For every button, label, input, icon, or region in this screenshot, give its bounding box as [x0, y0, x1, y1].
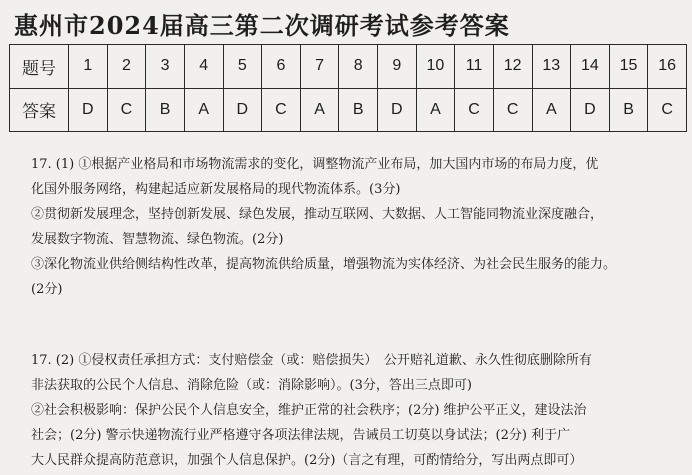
answer-line: 发展数字物流、智慧物流、绿色物流。(2分) [31, 232, 284, 247]
answer-line: 社会；(2分) 警示快递物流行业严格遵守各项法律法规，告诫员工切莫以身试法；(2分) 利于广 [31, 428, 571, 443]
answer-cell: A [300, 88, 339, 132]
question-number-cell: 9 [378, 45, 417, 89]
answer-cell: B [609, 88, 648, 132]
answer-cell: B [146, 88, 185, 132]
answer-17-2 [31, 348, 681, 473]
answer-table [9, 44, 687, 132]
question-number-cell: 1 [69, 45, 108, 89]
answer-line: ②社会积极影响：保护公民个人信息安全，维护正常的社会秩序；(2分) 维护公平正义，建设法治 [31, 403, 587, 418]
answer-cell: C [107, 88, 146, 132]
answer-cell: C [455, 88, 494, 132]
answer-cell: D [69, 88, 108, 132]
answer-17-1 [31, 152, 681, 302]
answer-cell: A [184, 88, 223, 132]
answer-line: ③深化物流业供给侧结构性改革，提高物流供给质量，增强物流为实体经济、为社会民生服务的能力。 [31, 257, 617, 272]
question-number-cell: 10 [416, 45, 455, 89]
question-number-cell: 8 [339, 45, 378, 89]
answer-cell: A [416, 88, 455, 132]
question-number-cell: 16 [648, 45, 687, 89]
question-number-cell: 15 [609, 45, 648, 89]
question-number-cell: 3 [146, 45, 185, 89]
answer-cell: B [339, 88, 378, 132]
answer-cell: C [493, 88, 532, 132]
question-number-cell: 13 [532, 45, 571, 89]
question-number-cell: 12 [493, 45, 532, 89]
answer-line: 17. (1) ①根据产业格局和市场物流需求的变化，调整物流产业布局，加大国内市场的布局力度，优 [31, 157, 599, 172]
question-number-cell: 5 [223, 45, 262, 89]
answer-line: 化国外服务网络，构建起适应新发展格局的现代物流体系。(3分) [31, 182, 401, 197]
question-number-cell: 14 [571, 45, 610, 89]
answer-line: 非法获取的公民个人信息、消除危险（或：消除影响）。(3分，答出三点即可) [31, 378, 472, 393]
answer-line: (2分) [31, 282, 63, 297]
question-row-label: 题号 [10, 45, 69, 89]
question-number-cell: 11 [455, 45, 494, 89]
answer-cell: D [571, 88, 610, 132]
question-number-cell: 7 [300, 45, 339, 89]
answer-line: 17. (2) ①侵权责任承担方式：支付赔偿金（或：赔偿损失） 公开赔礼道歉、永久性彻底删除所有 [31, 353, 592, 368]
answer-cell: C [648, 88, 687, 132]
answer-line: 大人民群众提高防范意识，加强个人信息保护。(2分)（言之有理，可酌情给分，写出两点即可） [31, 453, 583, 468]
answer-line: ②贯彻新发展理念，坚持创新发展、绿色发展，推动互联网、大数据、人工智能同物流业深度融合， [31, 207, 604, 222]
answer-row [10, 88, 687, 132]
page-title: 惠州市2024届高三第二次调研考试参考答案 [14, 11, 510, 40]
question-number-cell: 6 [262, 45, 301, 89]
question-number-cell: 4 [184, 45, 223, 89]
answer-cell: A [532, 88, 571, 132]
answer-row-label: 答案 [10, 88, 69, 132]
question-number-cell: 2 [107, 45, 146, 89]
answer-cell: D [223, 88, 262, 132]
question-number-row [10, 45, 687, 89]
answer-cell: C [262, 88, 301, 132]
answer-cell: D [378, 88, 417, 132]
